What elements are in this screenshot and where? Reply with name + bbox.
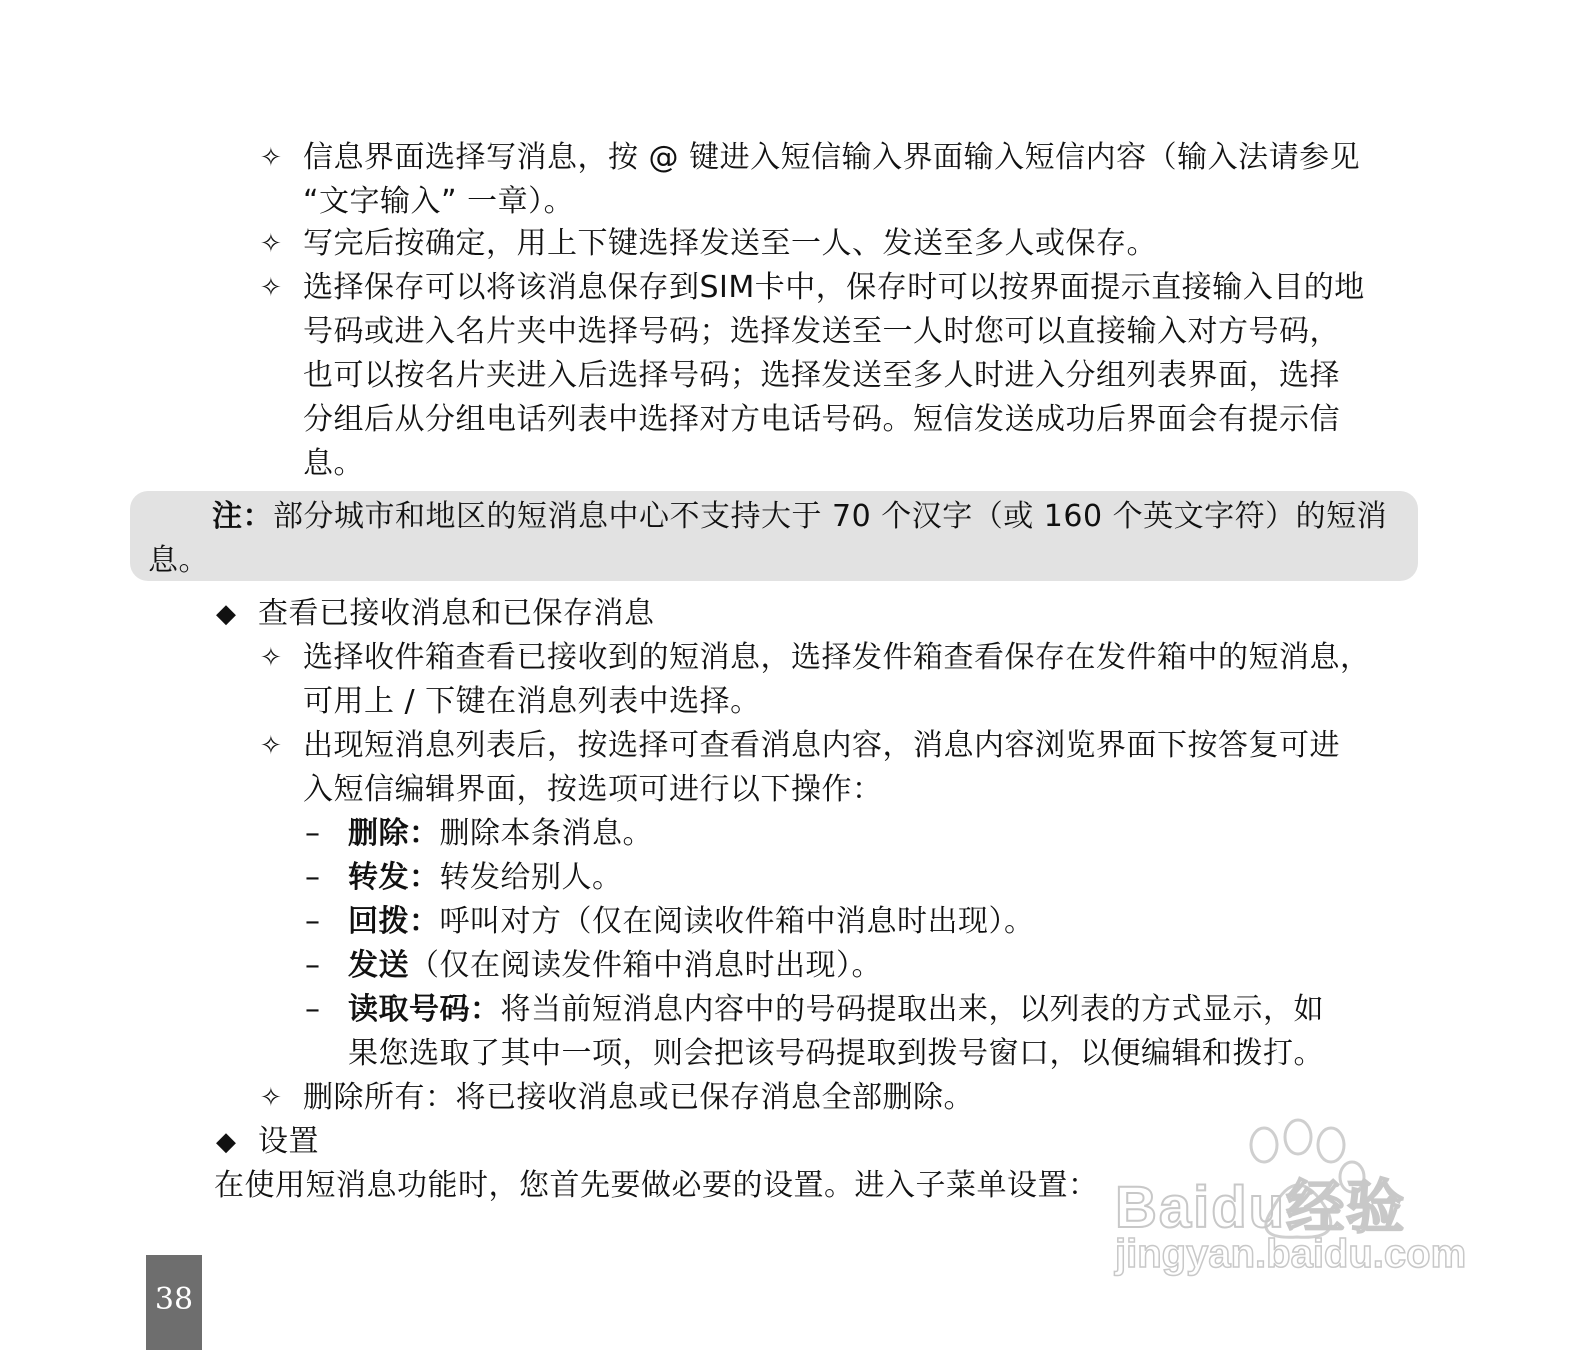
option-text: 转发给别人。	[439, 860, 623, 895]
paragraph-inbox-outbox	[303, 636, 1371, 724]
note-text	[148, 495, 1404, 583]
option-text: （仅在阅读发件箱中消息时出现）。	[409, 948, 882, 983]
option-label: 读取号码：	[348, 992, 501, 1027]
dash-bullet-icon: –	[305, 860, 321, 895]
option-label: 转发：	[348, 860, 440, 895]
option-forward	[348, 856, 623, 900]
option-label: 删除：	[348, 816, 440, 851]
watermark-text: Baidu经验	[1115, 1175, 1407, 1240]
text-line: 出现短消息列表后，按选择可查看消息内容，消息内容浏览界面下按答复可进	[303, 728, 1340, 763]
option-label: 发送	[348, 948, 409, 983]
option-text: 果您选取了其中一项，则会把该号码提取到拨号窗口，以便编辑和拨打。	[348, 1036, 1324, 1071]
paragraph-save-message	[303, 266, 1365, 486]
text-line: 信息界面选择写消息，按 @ 键进入短信输入界面输入短信内容（输入法请参见	[303, 140, 1361, 175]
section-heading-view-messages: 查看已接收消息和已保存消息	[258, 596, 655, 631]
option-label: 回拨：	[348, 904, 440, 939]
star-bullet-icon: ✧	[260, 731, 282, 761]
dash-bullet-icon: –	[305, 904, 321, 939]
paragraph-settings-intro: 在使用短消息功能时，您首先要做必要的设置。进入子菜单设置：	[214, 1168, 1099, 1203]
text-line: “文字输入” 一章）。	[303, 184, 575, 219]
diamond-bullet-icon: ◆	[216, 599, 236, 629]
text-line: 选择保存可以将该消息保存到SIM卡中，保存时可以按界面提示直接输入目的地	[303, 270, 1365, 305]
star-bullet-icon: ✧	[260, 273, 282, 303]
text-line: 入短信编辑界面，按选项可进行以下操作：	[303, 772, 883, 807]
note-content: 部分城市和地区的短消息中心不支持大于 70 个汉字（或 160 个英文字符）的短消息。	[148, 499, 1388, 578]
paragraph-write-message	[303, 136, 1360, 224]
watermark-url: jingyan.baidu.com	[1115, 1232, 1467, 1276]
star-bullet-icon: ✧	[260, 643, 282, 673]
option-text: 呼叫对方（仅在阅读收件箱中消息时出现）。	[439, 904, 1035, 939]
option-extract-number	[348, 988, 1324, 1076]
text-line: 号码或进入名片夹中选择号码；选择发送至一人时您可以直接输入对方号码，	[303, 314, 1340, 349]
paragraph-message-list	[303, 724, 1340, 812]
star-bullet-icon: ✧	[260, 143, 282, 173]
dash-bullet-icon: –	[305, 992, 321, 1027]
text-line: 息。	[303, 446, 364, 481]
dash-bullet-icon: –	[305, 948, 321, 983]
option-delete	[348, 812, 653, 856]
option-text: 删除本条消息。	[439, 816, 653, 851]
star-bullet-icon: ✧	[260, 1083, 282, 1113]
diamond-bullet-icon: ◆	[216, 1127, 236, 1157]
option-send	[348, 944, 882, 988]
text-line: 可用上 / 下键在消息列表中选择。	[303, 684, 761, 719]
note-label: 注：	[212, 499, 273, 534]
text-line: 分组后从分组电话列表中选择对方电话号码。短信发送成功后界面会有提示信	[303, 402, 1340, 437]
page-number: 38	[154, 1282, 194, 1317]
star-bullet-icon: ✧	[260, 229, 282, 259]
paragraph-after-writing: 写完后按确定，用上下键选择发送至一人、发送至多人或保存。	[303, 226, 1157, 261]
option-text: 将当前短消息内容中的号码提取出来，以列表的方式显示，如	[500, 992, 1324, 1027]
dash-bullet-icon: –	[305, 816, 321, 851]
option-callback	[348, 900, 1035, 944]
text-line: 选择收件箱查看已接收到的短消息，选择发件箱查看保存在发件箱中的短消息，	[303, 640, 1371, 675]
section-heading-settings: 设置	[258, 1124, 319, 1159]
text-line: 也可以按名片夹进入后选择号码；选择发送至多人时进入分组列表界面，选择	[303, 358, 1340, 393]
paragraph-delete-all: 删除所有：将已接收消息或已保存消息全部删除。	[303, 1080, 974, 1115]
